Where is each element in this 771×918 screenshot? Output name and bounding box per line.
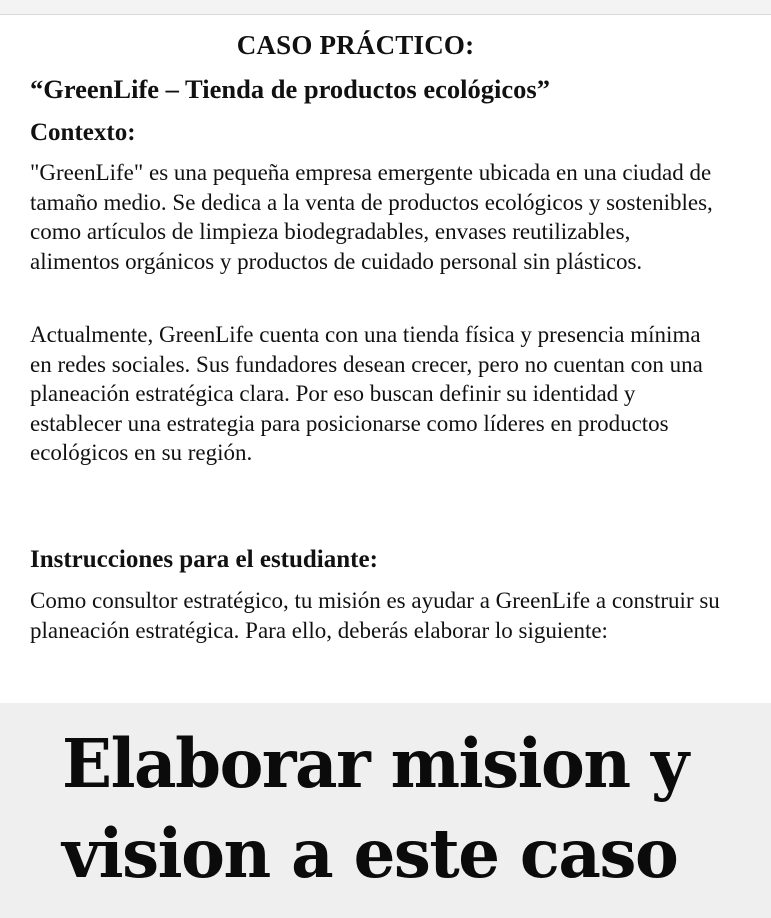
context-paragraph-2: Actualmente, GreenLife cuenta con una tienda física y presencia mínima en redes sociales. Sus fundadores desean crecer, pero no cuentan con una planeación estratégica clara. Por eso buscan definir su identidad y establecer una estrategia para posicionarse como líderes en productos ecológicos en su región. [30,322,703,466]
context-paragraph-1: "GreenLife" es una pequeña empresa emergente ubicada en una ciudad de tamaño medio. Se dedica a la venta de productos ecológicos y sostenibles, como artículos de limpieza biodegradables, envases reutilizables, alimentos orgánicos y productos de cuidado personal sin plásticos. [30,160,713,274]
caption-line-2: vision a este caso [62,814,678,893]
instructions-paragraph: Como consultor estratégico, tu misión es ayudar a GreenLife a construir su planeación estratégica. Para ello, deberás elaborar lo siguiente: [30,588,720,643]
top-divider-bar [0,0,771,15]
context-heading: Contexto: [30,119,136,146]
document-subtitle: “GreenLife – Tienda de productos ecológicos” [30,74,550,104]
document-title: CASO PRÁCTICO: [236,30,475,60]
caption-line-1: Elaborar mision y [62,724,688,803]
document-page [0,15,771,703]
caption-text [62,719,748,899]
caption-overlay [0,703,771,918]
instructions-heading: Instrucciones para el estudiante: [30,546,378,573]
